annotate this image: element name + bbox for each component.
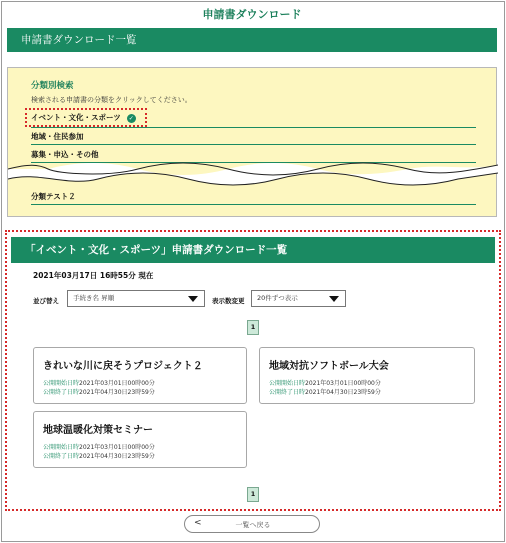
display-count-select[interactable]: [251, 290, 346, 307]
sort-select[interactable]: [67, 290, 205, 307]
chevron-down-icon: [188, 296, 198, 302]
category-label: 分類テスト２: [31, 192, 76, 201]
sort-value: 手続き名 昇順: [73, 294, 115, 302]
card-title: 地域対抗ソフトボール大会: [269, 361, 389, 372]
selected-category-highlight: [25, 108, 147, 127]
pagination-page-button[interactable]: 1: [247, 320, 259, 335]
card-end-date: 公開終了日時2021年04月30日23時59分: [43, 453, 155, 460]
divider: [31, 127, 476, 128]
category-label: イベント・文化・スポーツ: [31, 113, 121, 122]
chevron-down-icon: [329, 296, 339, 302]
pagination-page-button[interactable]: 1: [247, 487, 259, 502]
display-count-label: 表示数変更: [212, 297, 245, 305]
site-title: 申請書ダウンロード: [202, 8, 302, 21]
result-card[interactable]: [259, 347, 475, 404]
chevron-left-icon: <: [194, 518, 202, 528]
category-test2[interactable]: [31, 191, 476, 205]
filter-heading: 分類別検索: [31, 81, 74, 91]
card-start-date: 公開開始日時2021年03月01日00時00分: [43, 444, 155, 451]
check-circle-icon: ✓: [128, 114, 134, 122]
category-label: 募集・申込・その他: [31, 150, 99, 159]
sort-label: 並び替え: [33, 297, 59, 305]
card-end-date: 公開終了日時2021年04月30日23時59分: [269, 389, 381, 396]
page-header: 申請書ダウンロード一覧: [7, 28, 497, 52]
timestamp: 2021年03月17日 16時55分 現在: [33, 271, 154, 280]
card-start-date: 公開開始日時2021年03月01日00時00分: [269, 380, 381, 387]
card-title: きれいな川に戻そうプロジェクト２: [43, 361, 203, 372]
omission-wave: [8, 161, 498, 187]
results-section: [5, 230, 501, 511]
result-card[interactable]: [33, 347, 247, 404]
card-title: 地球温暖化対策セミナー: [43, 425, 153, 436]
back-button-label: 一覧へ戻る: [235, 521, 271, 529]
back-to-list-button[interactable]: [184, 515, 320, 533]
card-start-date: 公開開始日時2021年03月01日00時00分: [43, 380, 155, 387]
result-card[interactable]: [33, 411, 247, 468]
card-end-date: 公開終了日時2021年04月30日23時59分: [43, 389, 155, 396]
filter-note: 検索される申請書の分類をクリックしてください。: [31, 96, 192, 104]
category-label: 地域・住民参加: [31, 132, 84, 141]
display-count-value: 20件ずつ表示: [257, 294, 298, 302]
filter-panel: [7, 67, 497, 217]
category-community[interactable]: [31, 131, 476, 145]
results-header: 「イベント・文化・スポーツ」申請書ダウンロード一覧: [11, 237, 495, 263]
